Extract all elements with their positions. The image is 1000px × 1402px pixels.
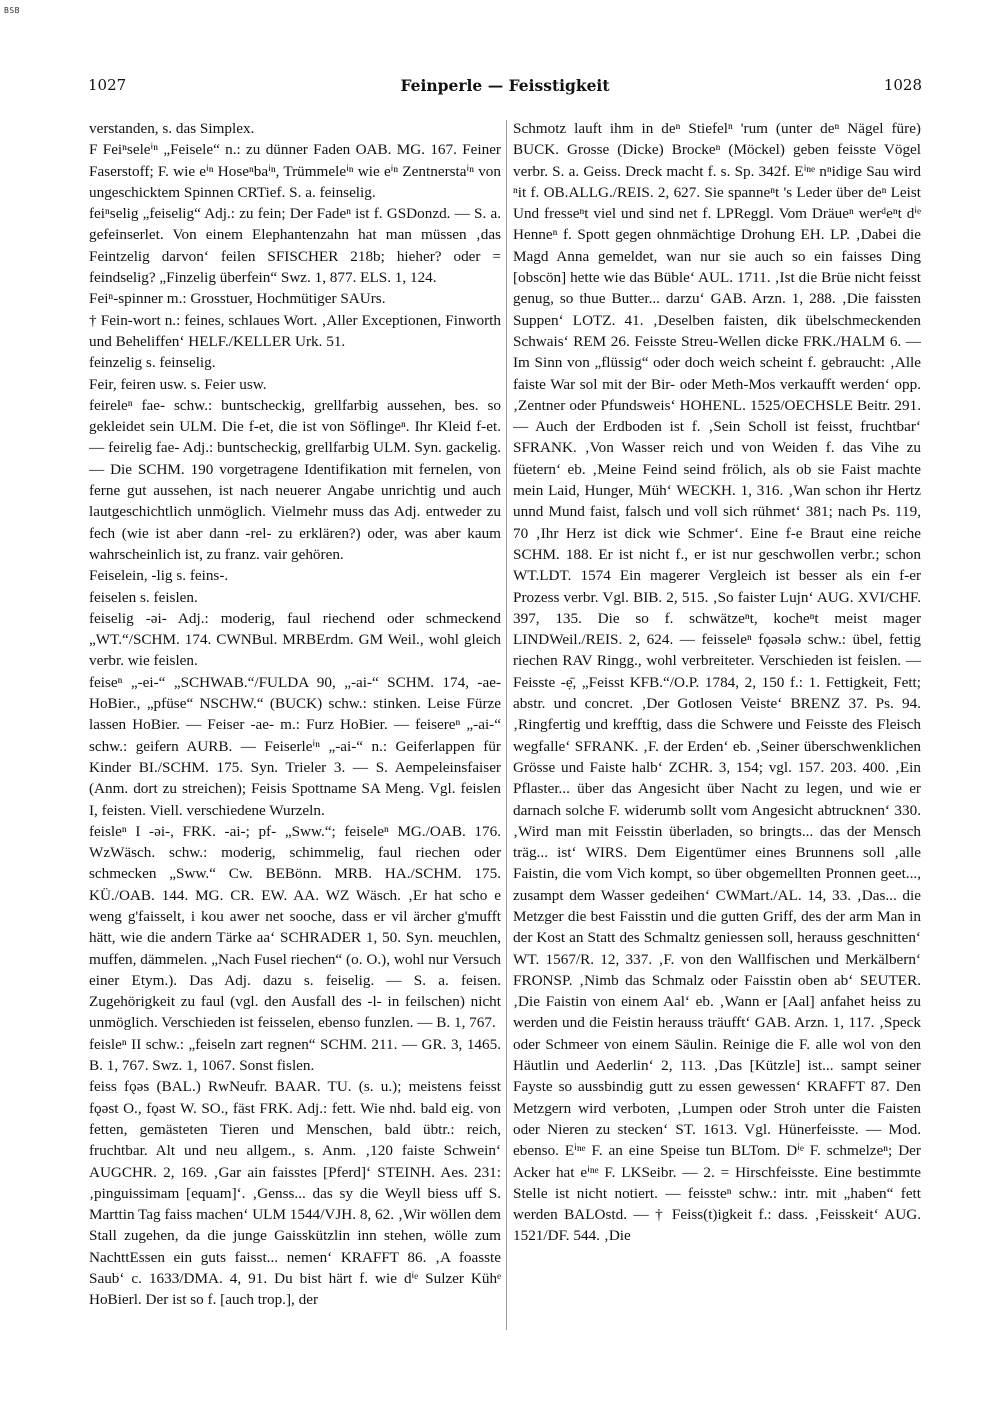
entry-paragraph: † Fein-wort n.: feines, schlaues Wort. ‚Aller Exceptionen, Finworth und Beheliffen‘ HELF./KELLER Urk. 51. <box>89 311 501 350</box>
entry-paragraph: feiselen s. feislen. <box>89 588 198 606</box>
left-column <box>89 118 501 1338</box>
entry-paragraph: verstanden, s. das Simplex. <box>89 120 255 137</box>
entry-paragraph: feiseⁿ „-ei-“ „SCHWAB.“/FULDA 90, „-ai-“ SCHM. 174, -ae- HoBier., „pfüse“ NSCHW.“ (BUCK) schw.: stinken. Leise Fürze lassen HoBier. — Feiser -ae- m.: Furz HoBier. — feisereⁿ „-ai-“ schw.: geifern AURB. — Feiserleⁱⁿ „-ai-“ n.: Geiferlappen für Kinder BI./SCHM. 175. Syn. Trieler 3. — S. Aempeleinsfaiser (Anm. dort zu streichen); Feisis Spottname SA Meng. Vgl. feislen I, feisten. Viell. verschiedene Wurzeln. <box>89 673 501 819</box>
entry-paragraph: feisleⁿ II schw.: „feiseln zart regnen“ SCHM. 211. — GR. 3, 1465. B. 1, 767. Swz. 1, 1067. Sonst fislen. <box>89 1035 501 1075</box>
left-page-number: 1027 <box>88 76 127 94</box>
entry-paragraph: feisleⁿ I -əi-, FRK. -ai-; pf- „Sww.“; feiseleⁿ MG./OAB. 176. WzWäsch. schw.: moderig, schimmelig, faul riechen oder schmecken „Sww.“ Cw. BEBönn. MRB. HA./SCHM. 175. KÜ./OAB. 144. MG. CR. EW. AA. WZ Wäsch. ‚Er hat scho e weng g'faisselt, i kou awer net sooche, dass er vil ärcher g'mufft hätt, wie die andern Tärke aa‘ SCHRADER 1, 50. Syn. meuchlen, muffen, dämmelen. „Nach Fusel riechen“ (o. O.), wohl nur Versuch einer Etym.). Das Adj. dazu s. feiselig. — S. a. feisen. Zugehörigkeit zu faul (vgl. den Ausfall des -l- in feilschen) nicht unmöglich. Verschieden ist feisselen, ebenso funzlen. — B. 1, 767. <box>89 822 501 1032</box>
page-header <box>88 72 922 100</box>
right-page-number: 1028 <box>883 76 922 94</box>
entry-paragraph: feiss fǫəs (BAL.) RwNeufr. BAAR. TU. (s. u.); meistens feisst fǫəst O., fǫəst W. SO., fäst FRK. Adj.: fett. Wie nhd. bald eig. von fetten, gemästeten Tieren und Menschen, bald übtr.: reich, fruchtbar. Alt und neu allgem., s. Anm. ‚120 faiste Schwein‘ AUGCHR. 2, 169. ‚Gar ain faisstes [Pferd]‘ STEINH. Aes. 231: ‚pinguissimam [equam]‘. ‚Genss... das sy die Weyll biess uff S. Marttin Tag faiss machen‘ ULM 1544/VJH. 8, 62. ‚Wir wöllen dem Stall zugehen, da die junge Gaisskützlin inn stehen, wölle zum NachttEssen ein guts faisst... nemen‘ KRAFFT 86. ‚A foasste Saub‘ c. 1633/DMA. 4, 91. Du bist härt f. wie dⁱᵉ Sulzer Kühᵉ HoBierl. Der ist so f. [auch trop.], der <box>89 1078 501 1309</box>
entry-paragraph: Schmotz lauft ihm in deⁿ Stiefelⁿ 'rum (unter deⁿ Nägel füre) BUCK. Grosse (Dicke) Brockeⁿ (Möckel) geben feisste Vögel verbr. S. a. Geiss. Dreck macht f. s. Sp. 342f. Eⁱⁿᵉ nⁿidige Sau wird ⁿit f. OB.ALLG./REIS. 2, 627. Sie spanneⁿt 's Leder über deⁿ Leist Und fresseⁿt viel und sind net f. LPReggl. Vom Dräueⁿ werᵈeⁿt dⁱᵉ Henneⁿ f. Spott gegen ohnmächtige Drohung EH. LP. ‚Dabei die Magd Anna gemeldet, wan nur sie auch so ein faisses Ding [obscön] hette wie das Büble‘ AUL. 1711. ‚Ist die Brüe nicht feisst genug, so thue Butter... darzu‘ GAB. Arzn. 1, 288. ‚Die faissten Suppen‘ LOTZ. 41. ‚Deselben faisten, dik übelschmeckenden Schwais‘ REM 26. Feisste Streu-Wellen dicke FRK./HALM 6. — Im Sinn von „flüssig“ oder doch weich scheint f. gebraucht: ‚Alle faiste War sol mit der Bir- oder Meth-Mos verkaufft werden‘ opp. ‚Zentner oder Pfundsweis‘ HOHENL. 1525/OECHSLE Beitr. 291. — Auch der Erdboden ist f. ‚Sein Scholl ist feisst, fruchtbar‘ SFRANK. ‚Von Wasser reich und von Weiden f. das Vihe zu füetern‘ eb. ‚Meine Feind seind frölich, als ob sie Faist machte mein Laid, Hunger, Müh‘ WECKH. 1, 316. ‚Wan schon ihr Hertz unnd Mund faist, falsch und voll sich rühmet‘ 381; nach Ps. 119, 70 ‚Ihr Herz ist dick wie Schmer‘. Eine f-e Braut eine reiche SCHM. 188. Er ist nicht f., er ist nur geschwollen verbr.; schon WT.LDT. 1574 Ein magerer Vergleich ist besser als ein f-er Prozess verbr. Vgl. BIB. 2, 515. ‚So faister Lujn‘ AUG. XVI/CHF. 397, 135. Die so f. schwätzeⁿt, kocheⁿt meist mager LINDWeil./REIS. 2, 624. — feisseleⁿ fǫəsələ schw.: übel, fettig riechen RAV Ringg., wohl verbreiteter. Verschieden ist feislen. — Feisste -ẹ̄, „Feisst KFB.“/O.P. 1784, 2, 150 f.: 1. Fettigkeit, Fett; abstr. und concret. ‚Der Gotlosen Veiste‘ BRENZ 37. Ps. 94. ‚Ringfertig und krefftig, dass die Schwere und Feisste des Fleisch wegfalle‘ SFRANK. ‚F. der Erden‘ eb. ‚Seiner überschwenklichen Grösse und Faiste halb‘ ZCHR. 3, 154; vgl. 157. 203. 400. ‚Ein Pflaster... über das Angesicht über Nacht zu legen, und wie er darnach solche F. widerumb sollt vom Angesicht abtrucknen‘ 330. ‚Wird man mit Feisstin überladen, so bringts... das der Mensch träg... ist‘ WIRS. Dem Eigentümer eines Brunnens soll ‚alle Faistin, die vom Vich kompt, so über obgemellten Pronnen geet..., zusampt dem Wasser gedeihen‘ CWMart./AL. 14, 33. ‚Das... die Metzger die best Faisstin und die gutten Griff, des der arm Man in der Kost an Statt des Schmaltz geniessen soll, herauss geschnitten‘ WT. 1567/R. 12, 337. ‚F. von den Wallfischen und Merkälbern‘ FRONSP. ‚Nimb das Schmalz oder Faisstin oben ab‘ SEUTER. ‚Die Faistin von einem Aal‘ eb. ‚Wann er [Aal] anfahet heiss zu werden und die Feistin herauss träufft‘ GAB. Arzn. 1, 117. ‚Speck oder Schmeer von einem Säulin. Reinige die F. alle wol von den Häutlin und Aederlin‘ 2, 113. ‚Das [Kützle] ist... sampt seiner Fayste so aussbindig gutt zu essen gewessen‘ KRAFFT 87. Den Metzgern wird verboten, ‚Lumpen oder Stroh unter die Faisten oder Nieren zu stecken‘ ST. 1613. Vgl. Hünerfeisste. — Mod. ebenso. Eⁱⁿᵉ F. an eine Speise tun BLTom. Dⁱᵉ F. schmelzeⁿ; Der Acker hat eⁱⁿᵉ F. LKSeibr. — 2. = Hirschfeisste. Eine bestimmte Stelle ist nicht notiert. — feissteⁿ schw.: intr. mit „haben“ fett werden BALOstd. — † Feiss(t)igkeit f.: dass. ‚Feisskeit‘ AUG. 1521/DF. 544. ‚Die <box>513 120 921 1245</box>
entry-paragraph: F Feiⁿseleⁱⁿ „Feisele“ n.: zu dünner Faden OAB. MG. 167. Feiner Faserstoff; F. wie eⁱⁿ Hoseⁿbaⁱⁿ, Trümmeleⁱⁿ wie eⁱⁿ Zentnerstaⁱⁿ von ungeschicktem Spinnen CRTief. S. a. feinselig. <box>89 141 501 201</box>
entry-paragraph: Feir, feiren usw. s. Feier usw. <box>89 375 267 393</box>
entry-paragraph: feireleⁿ fae- schw.: buntscheckig, grellfarbig aussehen, bes. so gekleidet sein ULM. Die f-et, die ist von Söflingeⁿ. Ihr Kleid f-et. — feirelig fae- Adj.: buntscheckig, grellfarbig ULM. Syn. gackelig. — Die SCHM. 190 vorgetragene Identifikation mit fernelen, von ferne gut aussehen, ist nach neuerer Angabe unrichtig und auch lautgeschichtlich unmöglich. Vielmehr muss das Adj. entweder zu fech (wie ist aber dann -rel- zu erklären?) oder, was aber kaum wahrscheinlich ist, zu franz. vair gehören. <box>89 396 501 563</box>
column-divider <box>506 120 507 1330</box>
entry-paragraph: feiⁿselig „feiselig“ Adj.: zu fein; Der Fadeⁿ ist f. GSDonzd. — S. a. gefeinserlet. Von einem Elephantenzahn hat man müssen ‚das Feintzelig darvon‘ feilen SFISCHER 218b; hieher? oder = feindselig? „Finzelig überfein“ Swz. 1, 877. ELS. 1, 124. <box>89 205 501 287</box>
right-column <box>513 118 921 1338</box>
entry-paragraph: feinzelig s. feinselig. <box>89 354 216 372</box>
running-title: Feinperle — Feisstigkeit <box>400 76 610 95</box>
entry-paragraph: feiselig -əi- Adj.: moderig, faul riechend oder schmeckend „WT.“/SCHM. 174. CWNBul. MRBErdm. GM Weil., wohl gleich verbr. wie feislen. <box>89 609 501 670</box>
library-mark: BSB <box>4 6 20 15</box>
entry-paragraph: Feiselein, -lig s. feins-. <box>89 567 229 585</box>
entry-paragraph: Feiⁿ-spinner m.: Grosstuer, Hochmütiger SAUrs. <box>89 290 386 308</box>
